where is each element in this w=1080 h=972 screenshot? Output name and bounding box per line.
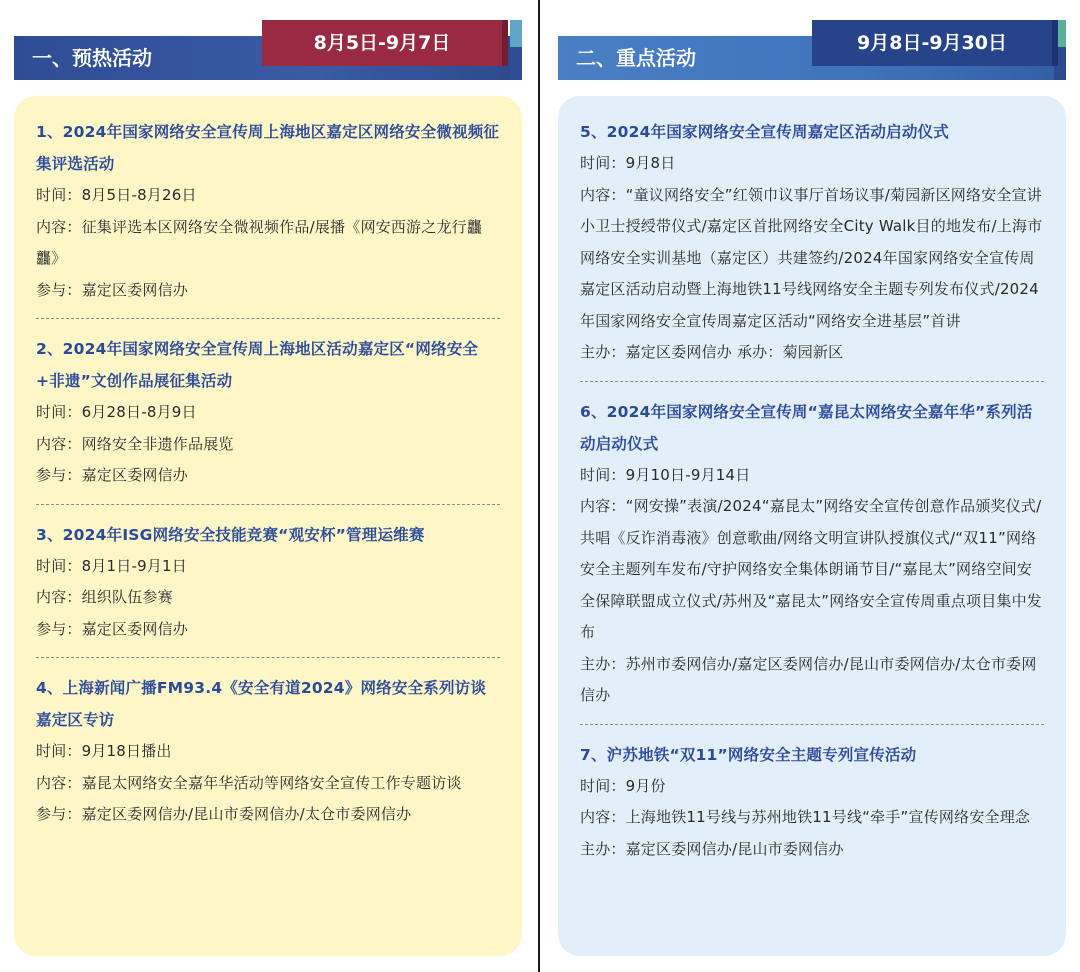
- activity-title: 5、2024年国家网络安全宣传周嘉定区活动启动仪式: [580, 123, 949, 141]
- warmup-header: [14, 20, 522, 80]
- activity-content: 内容：嘉昆太网络安全嘉年华活动等网络安全宣传工作专题访谈: [36, 773, 462, 792]
- activity-item: [580, 396, 1044, 725]
- activity-title: 1、2024年国家网络安全宣传周上海地区嘉定区网络安全微视频征集评选活动: [36, 123, 500, 173]
- activity-item: [580, 739, 1044, 878]
- activity-participants: 参与：嘉定区委网信办/昆山市委网信办/太仓市委网信办: [36, 805, 412, 823]
- activity-participants: 参与：嘉定区委网信办: [36, 619, 189, 638]
- activity-organizer: 主办：嘉定区委网信办/昆山市委网信办: [580, 839, 844, 858]
- activity-time: 时间：8月1日-9月1日: [36, 556, 187, 575]
- activity-item: [36, 519, 500, 659]
- section-title: 一、预热活动: [14, 36, 516, 80]
- activity-time: 时间：9月8日: [580, 154, 676, 172]
- date-range-badge: 9月8日-9月30日: [812, 20, 1058, 66]
- activity-title: 7、沪苏地铁“双11”网络安全主题专列宣传活动: [580, 745, 917, 764]
- activity-title: 6、2024年国家网络安全宣传周“嘉昆太网络安全嘉年华”系列活动启动仪式: [580, 402, 1033, 453]
- activity-content: 内容：组织队伍参赛: [36, 588, 173, 606]
- key-activities-header: [558, 20, 1066, 80]
- activity-content: 内容：征集评选本区网络安全微视频作品/展播《网安西游之龙行龘龘》: [36, 217, 483, 267]
- activity-title: 2、2024年国家网络安全宣传周上海地区活动嘉定区“网络安全+非遗”文创作品展征集活动: [36, 340, 479, 390]
- activity-time: 时间：8月5日-8月26日: [36, 186, 197, 204]
- activity-organizer: 主办：嘉定区委网信办 承办：菊园新区: [580, 343, 844, 361]
- activity-time: 时间：9月份: [580, 776, 666, 795]
- key-activities-card: [558, 96, 1066, 956]
- column-divider: [538, 0, 540, 972]
- warmup-card: [14, 96, 522, 956]
- activity-content: 内容：“童议网络安全”红领巾议事厅首场议事/菊园新区网络安全宣讲小卫士授绶带仪式/嘉定区首批网络安全City Walk目的地发布/上海市网络安全实训基地（嘉定区）共建签约/2024年国家网络安全宣传周嘉定区活动启动暨上海地铁11号线网络安全主题专列发布仪式/2024年国家网络安全宣传周嘉定区活动“网络安全进基层”首讲: [580, 185, 1043, 330]
- activity-item: [36, 116, 500, 319]
- activity-time: 时间：6月28日-8月9日: [36, 403, 197, 421]
- activity-participants: 参与：嘉定区委网信办: [36, 280, 189, 299]
- activity-item: [36, 333, 500, 505]
- activity-item: [580, 116, 1044, 382]
- activity-title: 3、2024年ISG网络安全技能竞赛“观安杯”管理运维赛: [36, 525, 425, 544]
- activity-organizer: 主办：苏州市委网信办/嘉定区委网信办/昆山市委网信办/太仓市委网信办: [580, 654, 1037, 704]
- activity-content: 内容：上海地铁11号线与苏州地铁11号线“牵手”宣传网络安全理念: [580, 808, 1031, 826]
- activity-participants: 参与：嘉定区委网信办: [36, 466, 189, 484]
- activity-time: 时间：9月18日播出: [36, 742, 172, 760]
- header-accent-stripe: [510, 20, 522, 80]
- activity-time: 时间：9月10日-9月14日: [580, 465, 751, 484]
- activity-content: 内容：“网安操”表演/2024“嘉昆太”网络安全宣传创意作品颁奖仪式/共唱《反诈消毒液》创意歌曲/网络文明宣讲队授旗仪式/“双11”网络安全主题列车发布/守护网络安全集体朗诵节目/“嘉昆太”网络空间安全保障联盟成立仪式/苏州及“嘉昆太”网络安全宣传周重点项目集中发布: [580, 497, 1042, 641]
- activity-item: [36, 672, 500, 843]
- activity-content: 内容：网络安全非遗作品展览: [36, 434, 234, 453]
- date-range-badge: 8月5日-9月7日: [262, 20, 508, 66]
- activity-title: 4、上海新闻广播FM93.4《安全有道2024》网络安全系列访谈嘉定区专访: [36, 679, 487, 729]
- section-title: 二、重点活动: [558, 36, 1060, 80]
